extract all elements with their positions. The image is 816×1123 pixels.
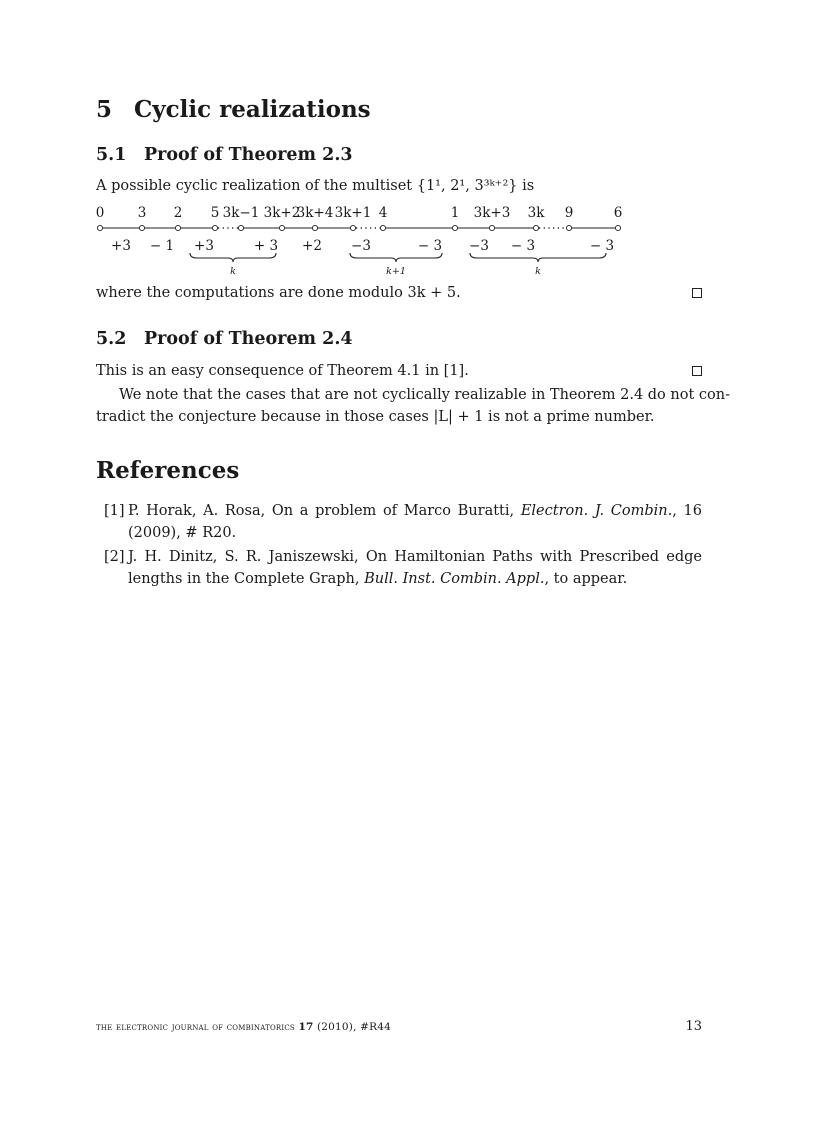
brace-count-label: k+1 xyxy=(386,266,406,277)
reference-journal: Electron. J. Combin. xyxy=(520,503,673,519)
reference-details: , 16 (2009), # R20. xyxy=(128,503,702,541)
reference-item xyxy=(96,500,702,544)
vertex-label: 3k−1 xyxy=(222,205,260,221)
reference-journal: Bull. Inst. Combin. Appl. xyxy=(364,571,545,587)
page-number: 13 xyxy=(685,1019,702,1034)
path-vertex xyxy=(489,225,494,230)
path-vertex xyxy=(566,225,571,230)
references-heading: References xyxy=(96,457,240,484)
underbrace xyxy=(350,253,442,262)
vertex-label: 6 xyxy=(613,205,623,221)
vertex-label: 3k+2 xyxy=(263,205,301,221)
subsection-title: Proof of Theorem 2.3 xyxy=(144,145,353,165)
vertex-label: 3 xyxy=(137,205,147,221)
journal-footer xyxy=(96,1021,391,1033)
note-paragraph-line-2: tradict the conjecture because in those cases |L| + 1 is not a prime number. xyxy=(96,409,655,425)
subsection-heading-5-1 xyxy=(96,145,353,165)
vertex-label: 3k+3 xyxy=(473,205,511,221)
subsection-number: 5.2 xyxy=(96,329,127,349)
reference-label: [1] xyxy=(104,503,125,519)
qed-square-icon xyxy=(692,288,702,298)
path-vertex xyxy=(238,225,243,230)
cyclic-path-diagram xyxy=(90,202,630,278)
vertex-label: 1 xyxy=(450,205,460,221)
qed-square-icon xyxy=(692,366,702,376)
vertex-label: 5 xyxy=(210,205,220,221)
edge-braces xyxy=(190,253,606,262)
underbrace xyxy=(470,253,606,262)
edge-length-label: + 3 xyxy=(253,238,279,254)
edge-length-label: − 3 xyxy=(510,238,536,254)
subsection-heading-5-2 xyxy=(96,329,353,349)
vertex-label: 3k+1 xyxy=(334,205,372,221)
section-number: 5 xyxy=(96,96,113,123)
intro-sentence: A possible cyclic realization of the multiset {1¹, 2¹, 3³ᵏ⁺²} is xyxy=(96,178,535,194)
edge-length-label: − 3 xyxy=(417,238,443,254)
reference-label: [2] xyxy=(104,549,125,565)
edge-length-label: −3 xyxy=(351,238,371,254)
reference-authors: J. H. Dinitz, S. R. Janiszewski, On Hamiltonian Paths with Prescribed edge lengths in the Complete Graph, xyxy=(128,549,702,587)
path-vertex xyxy=(279,225,284,230)
modulo-note: where the computations are done modulo 3k + 5. xyxy=(96,285,461,301)
section-title: Cyclic realizations xyxy=(134,96,371,123)
subsection-number: 5.1 xyxy=(96,145,127,165)
edge-length-label: +3 xyxy=(194,238,214,254)
note-paragraph-line-1: We note that the cases that are not cyclically realizable in Theorem 2.4 do not con- xyxy=(119,387,730,403)
path-vertex xyxy=(312,225,317,230)
path-vertex xyxy=(175,225,180,230)
section-heading xyxy=(96,96,371,123)
edge-length-label: − 1 xyxy=(149,238,175,254)
edge-length-label: +2 xyxy=(302,238,322,254)
reference-item xyxy=(96,546,702,590)
vertex-label: 0 xyxy=(95,205,105,221)
journal-volume: 17 xyxy=(298,1021,314,1033)
path-vertex xyxy=(452,225,457,230)
vertex-label: 4 xyxy=(378,205,388,221)
reference-details: , to appear. xyxy=(544,571,628,587)
brace-count-label: k xyxy=(535,266,541,277)
subsection-title: Proof of Theorem 2.4 xyxy=(144,329,353,349)
vertex-label: 3k+4 xyxy=(296,205,334,221)
path-vertex xyxy=(615,225,620,230)
path-vertex xyxy=(533,225,538,230)
brace-count-label: k xyxy=(230,266,236,277)
path-vertex xyxy=(380,225,385,230)
vertex-label: 9 xyxy=(564,205,574,221)
path-vertex xyxy=(350,225,355,230)
path-labels xyxy=(96,205,623,277)
edge-length-label: − 3 xyxy=(589,238,615,254)
path-vertex xyxy=(139,225,144,230)
vertex-label: 3k xyxy=(527,205,545,221)
vertex-label: 2 xyxy=(173,205,183,221)
journal-name: the electronic journal of combinatorics xyxy=(96,1021,295,1033)
path-vertices xyxy=(97,225,620,230)
journal-year-article: (2010), #R44 xyxy=(313,1021,392,1033)
edge-length-label: −3 xyxy=(469,238,489,254)
underbrace xyxy=(190,253,276,262)
proof-sentence: This is an easy consequence of Theorem 4.1 in [1]. xyxy=(96,363,469,379)
edge-length-label: +3 xyxy=(111,238,131,254)
path-vertex xyxy=(212,225,217,230)
path-vertex xyxy=(97,225,102,230)
reference-authors: P. Horak, A. Rosa, On a problem of Marco Buratti, xyxy=(128,503,521,519)
